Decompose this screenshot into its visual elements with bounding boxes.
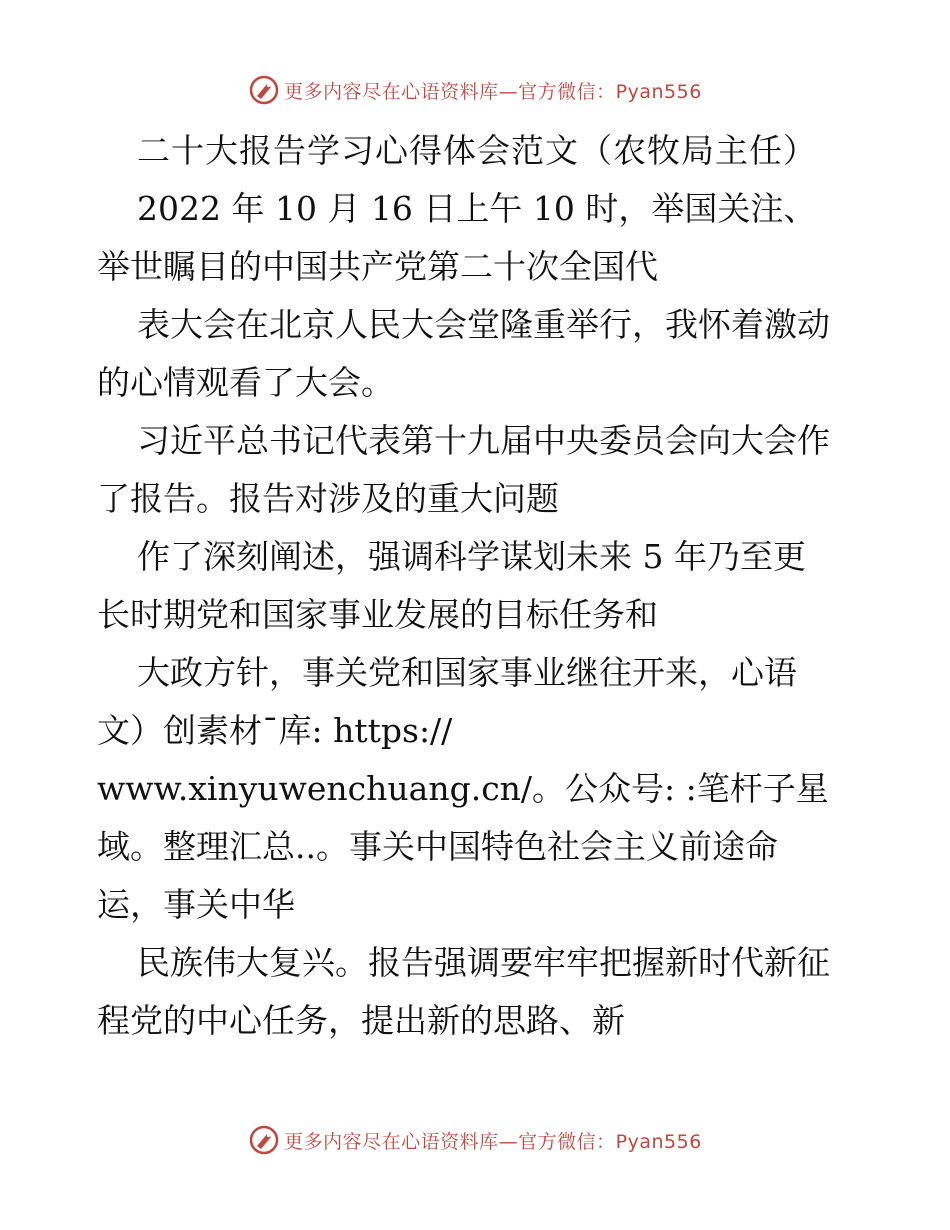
- paragraph-line: 2022 年 10 月 16 日上午 10 时，举国关注、: [137, 189, 817, 228]
- paragraph-line: 了报告。报告对涉及的重大问题: [97, 479, 559, 518]
- watermark-text: 更多内容尽在心语资料库—官方微信：Pyan556: [284, 1130, 702, 1153]
- pen-nib-logo-icon: [248, 1124, 280, 1156]
- watermark-footer: [0, 1122, 950, 1158]
- document-body: [97, 122, 857, 1050]
- paragraph-line: 运，事关中华: [97, 885, 295, 924]
- paragraph-line: www.xinyuwenchuang.cn/。公众号: :笔杆子星: [97, 769, 829, 808]
- pen-nib-logo-icon: [248, 74, 280, 106]
- paragraph-line: 表大会在北京人民大会堂隆重举行，我怀着激动: [137, 305, 830, 344]
- watermark-header: [0, 72, 950, 108]
- paragraph-line: 民族伟大复兴。报告强调要牢牢把握新时代新征: [137, 943, 830, 982]
- paragraph-line: 作了深刻阐述，强调科学谋划未来 5 年乃至更: [137, 537, 806, 576]
- paragraph-line: 文）创素材¯库: https://: [97, 711, 453, 750]
- paragraph-line: 大政方针，事关党和国家事业继往开来，心语: [137, 653, 797, 692]
- paragraph-line: 举世瞩目的中国共产党第二十次全国代: [97, 247, 658, 286]
- watermark-text: 更多内容尽在心语资料库—官方微信：Pyan556: [284, 80, 702, 103]
- paragraph-line: 域。整理汇总..。事关中国特色社会主义前途命: [97, 827, 778, 866]
- paragraph-line: 习近平总书记代表第十九届中央委员会向大会作: [137, 421, 830, 460]
- document-title: 二十大报告学习心得体会范文（农牧局主任）: [137, 131, 817, 170]
- paragraph-line: 程党的中心任务，提出新的思路、新: [97, 1001, 625, 1040]
- paragraph-line: 的心情观看了大会。: [97, 363, 394, 402]
- paragraph-line: 长时期党和国家事业发展的目标任务和: [97, 595, 658, 634]
